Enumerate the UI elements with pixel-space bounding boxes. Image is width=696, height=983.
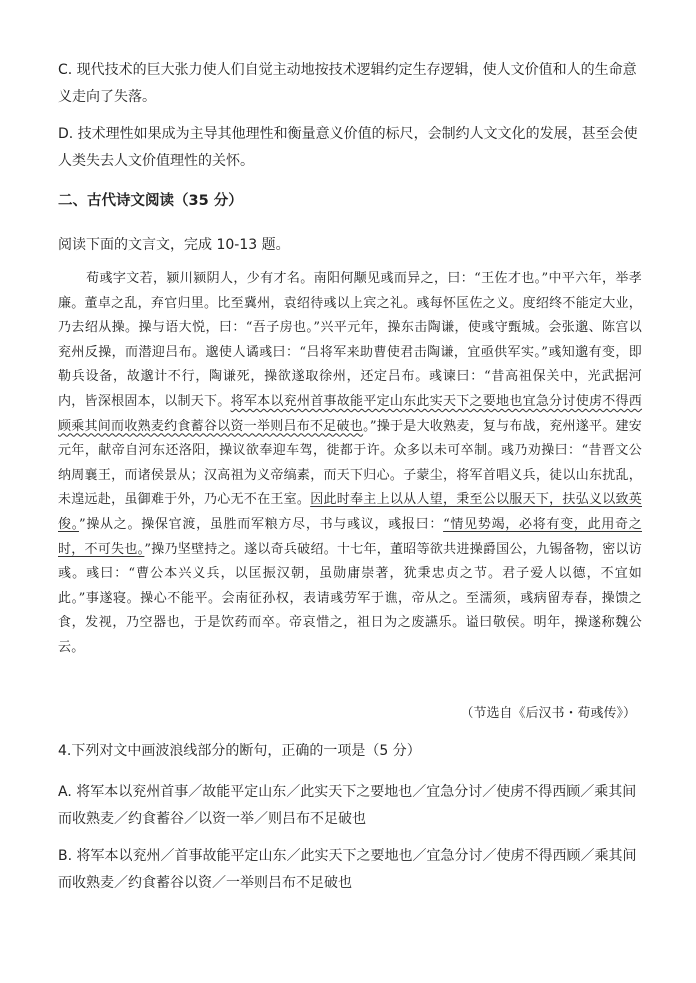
- section-heading: 二、古代诗文阅读（35 分）: [58, 193, 243, 209]
- passage-part-3: ”操从之。操保官渡，虽胜而军粮方尽，书与彧议，彧报曰：: [78, 516, 444, 532]
- option-c: C. 现代技术的巨大张力使人们自觉主动地按技术逻辑约定生存逻辑，使人文价值和人的生命意义走向了失落。: [58, 62, 637, 105]
- question-4-option-b: B. 将军本以兖州／首事故能平定山东／此实天下之要地也／宜急分讨／使虏不得西顾／乘其间而收熟麦／约食蓄谷以资／一举则吕布不足破也: [58, 848, 637, 891]
- passage-part-2: 。”操于是大收熟麦，复与布战，兖州遂平。建安元年，献帝自河东还洛阳，操议欲奉迎车驾，徙都于许。众多以未可卒制。彧乃劝操曰：“昔晋文公纳周襄王，而诸侯景从；汉高祖为义帝缟素，而天下归心。子蒙尘，将军首唱义兵，徒以山东扰乱，未遑远赴，虽御难于外，乃心无不在王室。: [58, 418, 642, 508]
- passage-part-4: ”操乃坚壁持之。遂以奇兵破绍。十七年，董昭等欲共进操爵国公，九锡备物，密以访彧。彧曰：“曹公本兴义兵，以匡振汉朝，虽勋庸崇著，犹秉忠贞之节。君子爱人以德，不宜如此。”事遂寝。操心不能平。会南征孙权，表请彧劳军于谯，帝从之。至濡须，彧病留寿春，操馈之食，发视，乃空器也，于是饮药而卒。帝哀惜之，祖日为之废讌乐。谥曰敬侯。明年，操遂称魏公云。: [58, 541, 642, 655]
- option-d: D. 技术理性如果成为主导其他理性和衡量意义价值的标尺，会制约人文文化的发展，甚至会使人类失去人文价值理性的关怀。: [58, 126, 638, 169]
- question-4-stem: 4.下列对文中画波浪线部分的断句，正确的一项是（5 分）: [58, 743, 421, 759]
- passage-part-1: 荀彧字文若，颍川颍阴人，少有才名。南阳何颙见彧而异之，曰：“王佐才也。”中平六年，举孝廉。董卓之乱，弃官归里。比至冀州，袁绍待彧以上宾之礼。彧每怀匡佐之义。度绍终不能定大业，乃去绍从操。操与语大悦，曰：“吾子房也。”兴平元年，操东击陶谦，使彧守甄城。会张邈、陈宫以兖州反操，而潜迎吕布。邈使人谲彧曰：“吕将军来助曹使君击陶谦，宜亟供军实。”彧知邈有变，即勒兵设备，故邈计不行，陶谦死，操欲遂取徐州，还定吕布。彧谏曰：“昔高祖保关中，光武据河内，皆深根固本，以制天下。: [58, 271, 642, 409]
- underlined-sentence-1: 因此时奉主上以从人望，秉至公以服天下，扶弘义以致英俊。: [58, 492, 642, 532]
- wavy-underlined-text: 将军本以兖州首事故能平定山东此实天下之要地也宜急分讨使虏不得西顾乘其间而收熟麦约食蓄谷以资一举则吕布不足破也: [58, 393, 643, 434]
- question-4-option-a: A. 将军本以兖州首事／故能平定山东／此实天下之要地也／宜急分讨／使虏不得西顾／乘其间而收熟麦／约食蓄谷／以资一举／则吕布不足破也: [58, 784, 637, 827]
- instruction: 阅读下面的文言文，完成 10-13 题。: [58, 237, 290, 253]
- classical-passage: [58, 267, 642, 661]
- underlined-sentence-2: “情见势竭，必将有变，此用奇之时，不可失也。: [58, 516, 642, 557]
- passage-source: （节选自《后汉书・荀彧传》）: [460, 706, 636, 721]
